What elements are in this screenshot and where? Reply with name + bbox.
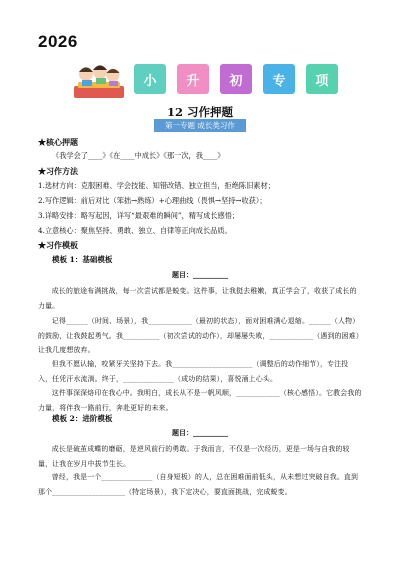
template1-label: 模板 1：基础模板 [52, 255, 113, 264]
template1-title: 题目：__________ [172, 270, 228, 279]
method-item: 3.详略安排：略写起因，详写“最艰难的瞬间”，精写成长感悟； [38, 211, 240, 220]
template1-paragraph: 记得______（时间、场景），我____________（最初的状态），面对困难满心退缩。______（人物）的鼓励，让我鼓起勇气。我__________（初次尝试的动作），却屡屡失败，____________（遇到的困难）让我几度想放弃。 [38, 317, 360, 354]
topic-label: 第一专题 成长类习作 [154, 119, 246, 132]
banner-tile: 项 [306, 64, 338, 94]
template1-paragraph: 成长的旅途布满挑战，每一次尝试都是蜕变。这件事，让我挺去稚嫩，真正学会了，收获了成长的力量。 [38, 287, 357, 310]
banner [72, 60, 362, 100]
lesson-title: 12 习作押题 [166, 105, 233, 119]
template2-paragraph: 成长是破茧成蝶的磨砺，是逆风前行的勇敢。于我而言，不仅是一次经历，更是一场与自我的较量，让我在岁月中拔节生长。 [38, 445, 350, 468]
core-heading: ★核心押题 [38, 137, 78, 147]
template-heading: ★习作模板 [38, 240, 78, 250]
template1-paragraph: 但我不愿认输，咬紧牙关坚持下去。我______________________（调整后的动作细节），专注投入，任凭汗水流淌。终于，______________（成功的结果），喜悦涌上心头。 [38, 360, 349, 383]
banner-tile: 专 [263, 64, 295, 94]
template1-paragraph: 这件事深深烙印在我心中。我明白，成长从不是一帆风顺，____________（核心感悟）。它教会我的力量，将伴我一路前行，奔赴更好的未来。 [38, 389, 362, 412]
template2-title: 题目：__________ [172, 428, 228, 437]
template2-label: 模板 2：进阶模板 [52, 414, 113, 423]
banner-tile: 小 [134, 64, 166, 94]
core-topics: 《我学会了____》《在____中成长》《那一次，我____》 [52, 151, 225, 160]
method-item: 1.选材方向：克服困难、学会技能、知错改错、独立担当，拒绝陈旧素材； [38, 181, 275, 190]
year-label: 2026 [38, 32, 78, 51]
method-heading: ★习作方法 [38, 166, 78, 176]
method-item: 4.立意核心：聚焦坚持、勇敢、独立、自律等正向成长品质。 [38, 226, 232, 235]
method-item: 2.写作逻辑：前后对比（笨拙→熟练）+心理曲线（畏惧→坚持→收获）； [38, 196, 267, 205]
template2-paragraph: 曾经，我是一个______________（自身短板）的人，总在困难面前低头，从未想过突破自我。直到那个____________________（特定场景），我下定决心，要直面挑战，完成蜕变。 [38, 473, 359, 496]
banner-tile: 升 [177, 64, 209, 94]
kids-illustration-icon [72, 60, 126, 100]
banner-tile: 初 [220, 64, 252, 94]
banner-tiles [134, 64, 338, 94]
